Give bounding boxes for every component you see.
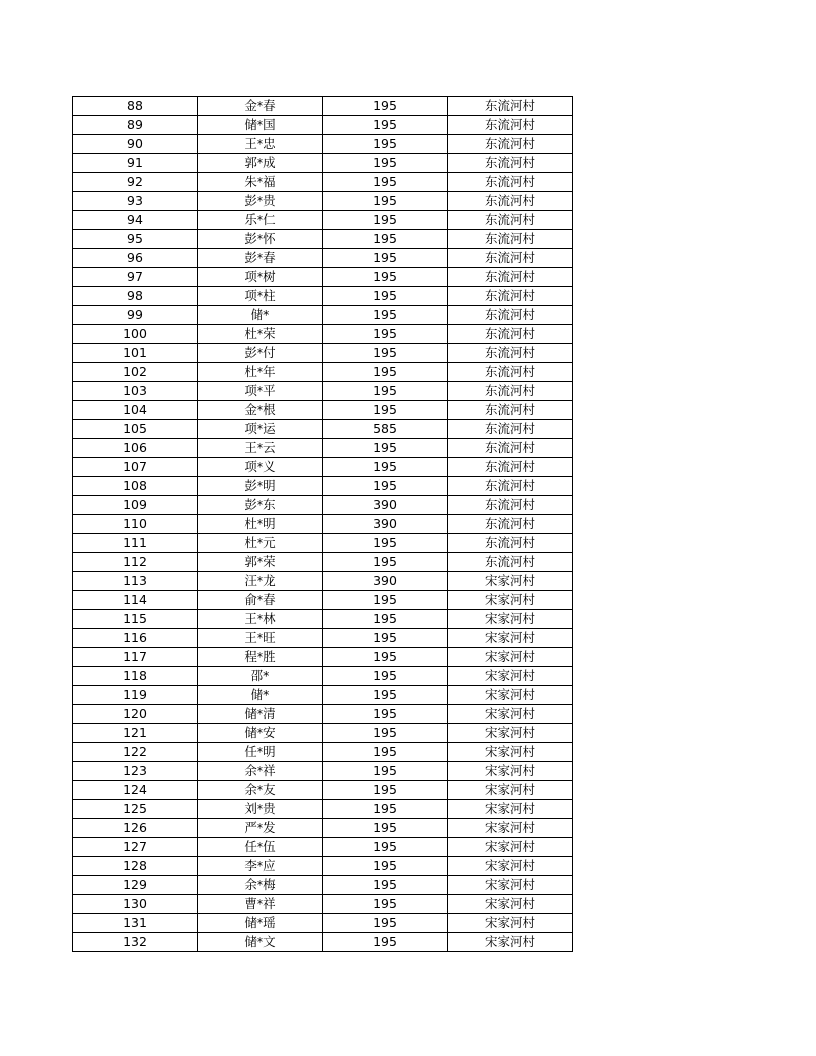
name-cell: 李*应 bbox=[198, 857, 323, 876]
amount-cell: 195 bbox=[323, 249, 448, 268]
name-cell: 杜*元 bbox=[198, 534, 323, 553]
amount-cell: 195 bbox=[323, 800, 448, 819]
table-row bbox=[73, 629, 573, 648]
village-cell: 东流河村 bbox=[448, 363, 573, 382]
name-cell: 彭*东 bbox=[198, 496, 323, 515]
village-cell: 宋家河村 bbox=[448, 838, 573, 857]
village-cell: 宋家河村 bbox=[448, 857, 573, 876]
village-cell: 宋家河村 bbox=[448, 914, 573, 933]
village-cell: 宋家河村 bbox=[448, 629, 573, 648]
name-cell: 王*旺 bbox=[198, 629, 323, 648]
table-row bbox=[73, 914, 573, 933]
table-row bbox=[73, 211, 573, 230]
village-cell: 东流河村 bbox=[448, 515, 573, 534]
row-number-cell: 118 bbox=[73, 667, 198, 686]
name-cell: 储* bbox=[198, 306, 323, 325]
name-cell: 彭*春 bbox=[198, 249, 323, 268]
amount-cell: 195 bbox=[323, 211, 448, 230]
village-cell: 宋家河村 bbox=[448, 800, 573, 819]
amount-cell: 195 bbox=[323, 306, 448, 325]
table-row bbox=[73, 876, 573, 895]
name-cell: 汪*龙 bbox=[198, 572, 323, 591]
village-cell: 东流河村 bbox=[448, 344, 573, 363]
row-number-cell: 112 bbox=[73, 553, 198, 572]
name-cell: 彭*付 bbox=[198, 344, 323, 363]
table-row bbox=[73, 895, 573, 914]
name-cell: 项*运 bbox=[198, 420, 323, 439]
village-cell: 东流河村 bbox=[448, 382, 573, 401]
village-cell: 宋家河村 bbox=[448, 781, 573, 800]
table-row bbox=[73, 135, 573, 154]
amount-cell: 195 bbox=[323, 154, 448, 173]
village-cell: 东流河村 bbox=[448, 306, 573, 325]
village-cell: 宋家河村 bbox=[448, 724, 573, 743]
village-cell: 东流河村 bbox=[448, 116, 573, 135]
amount-cell: 195 bbox=[323, 667, 448, 686]
village-cell: 东流河村 bbox=[448, 230, 573, 249]
name-cell: 邵* bbox=[198, 667, 323, 686]
amount-cell: 195 bbox=[323, 610, 448, 629]
amount-cell: 195 bbox=[323, 591, 448, 610]
data-table bbox=[72, 96, 573, 952]
row-number-cell: 116 bbox=[73, 629, 198, 648]
name-cell: 项*柱 bbox=[198, 287, 323, 306]
village-cell: 东流河村 bbox=[448, 325, 573, 344]
row-number-cell: 111 bbox=[73, 534, 198, 553]
table-row bbox=[73, 230, 573, 249]
row-number-cell: 125 bbox=[73, 800, 198, 819]
name-cell: 项*树 bbox=[198, 268, 323, 287]
village-cell: 东流河村 bbox=[448, 173, 573, 192]
amount-cell: 390 bbox=[323, 496, 448, 515]
row-number-cell: 92 bbox=[73, 173, 198, 192]
amount-cell: 195 bbox=[323, 629, 448, 648]
table-row bbox=[73, 116, 573, 135]
row-number-cell: 89 bbox=[73, 116, 198, 135]
amount-cell: 195 bbox=[323, 743, 448, 762]
village-cell: 东流河村 bbox=[448, 401, 573, 420]
row-number-cell: 95 bbox=[73, 230, 198, 249]
amount-cell: 195 bbox=[323, 116, 448, 135]
table-row bbox=[73, 496, 573, 515]
name-cell: 储*文 bbox=[198, 933, 323, 952]
amount-cell: 195 bbox=[323, 401, 448, 420]
amount-cell: 195 bbox=[323, 458, 448, 477]
village-cell: 东流河村 bbox=[448, 287, 573, 306]
amount-cell: 195 bbox=[323, 173, 448, 192]
village-cell: 东流河村 bbox=[448, 192, 573, 211]
name-cell: 刘*贵 bbox=[198, 800, 323, 819]
row-number-cell: 115 bbox=[73, 610, 198, 629]
row-number-cell: 91 bbox=[73, 154, 198, 173]
amount-cell: 195 bbox=[323, 724, 448, 743]
table-row bbox=[73, 439, 573, 458]
name-cell: 金*根 bbox=[198, 401, 323, 420]
table-row bbox=[73, 610, 573, 629]
table-row bbox=[73, 705, 573, 724]
amount-cell: 390 bbox=[323, 515, 448, 534]
table-row bbox=[73, 515, 573, 534]
amount-cell: 195 bbox=[323, 762, 448, 781]
table-row bbox=[73, 838, 573, 857]
row-number-cell: 88 bbox=[73, 97, 198, 116]
row-number-cell: 96 bbox=[73, 249, 198, 268]
amount-cell: 195 bbox=[323, 382, 448, 401]
name-cell: 余*祥 bbox=[198, 762, 323, 781]
amount-cell: 195 bbox=[323, 838, 448, 857]
village-cell: 宋家河村 bbox=[448, 876, 573, 895]
row-number-cell: 109 bbox=[73, 496, 198, 515]
table-row bbox=[73, 97, 573, 116]
table-row bbox=[73, 534, 573, 553]
row-number-cell: 122 bbox=[73, 743, 198, 762]
amount-cell: 195 bbox=[323, 648, 448, 667]
amount-cell: 195 bbox=[323, 325, 448, 344]
table-row bbox=[73, 762, 573, 781]
row-number-cell: 120 bbox=[73, 705, 198, 724]
table-row bbox=[73, 192, 573, 211]
name-cell: 严*发 bbox=[198, 819, 323, 838]
name-cell: 杜*年 bbox=[198, 363, 323, 382]
row-number-cell: 102 bbox=[73, 363, 198, 382]
amount-cell: 195 bbox=[323, 439, 448, 458]
amount-cell: 195 bbox=[323, 192, 448, 211]
village-cell: 宋家河村 bbox=[448, 895, 573, 914]
village-cell: 东流河村 bbox=[448, 477, 573, 496]
table-row bbox=[73, 857, 573, 876]
village-cell: 东流河村 bbox=[448, 154, 573, 173]
table-row bbox=[73, 553, 573, 572]
row-number-cell: 119 bbox=[73, 686, 198, 705]
row-number-cell: 103 bbox=[73, 382, 198, 401]
name-cell: 程*胜 bbox=[198, 648, 323, 667]
amount-cell: 195 bbox=[323, 268, 448, 287]
name-cell: 王*忠 bbox=[198, 135, 323, 154]
table-row bbox=[73, 933, 573, 952]
table-row bbox=[73, 819, 573, 838]
name-cell: 储* bbox=[198, 686, 323, 705]
row-number-cell: 104 bbox=[73, 401, 198, 420]
amount-cell: 195 bbox=[323, 933, 448, 952]
amount-cell: 195 bbox=[323, 230, 448, 249]
table-row bbox=[73, 154, 573, 173]
name-cell: 任*明 bbox=[198, 743, 323, 762]
row-number-cell: 129 bbox=[73, 876, 198, 895]
name-cell: 储*安 bbox=[198, 724, 323, 743]
amount-cell: 195 bbox=[323, 857, 448, 876]
amount-cell: 195 bbox=[323, 819, 448, 838]
row-number-cell: 130 bbox=[73, 895, 198, 914]
village-cell: 东流河村 bbox=[448, 420, 573, 439]
amount-cell: 195 bbox=[323, 686, 448, 705]
name-cell: 彭*明 bbox=[198, 477, 323, 496]
row-number-cell: 100 bbox=[73, 325, 198, 344]
village-cell: 宋家河村 bbox=[448, 762, 573, 781]
row-number-cell: 124 bbox=[73, 781, 198, 800]
amount-cell: 195 bbox=[323, 534, 448, 553]
village-cell: 宋家河村 bbox=[448, 933, 573, 952]
village-cell: 东流河村 bbox=[448, 211, 573, 230]
table-row bbox=[73, 800, 573, 819]
table-row bbox=[73, 344, 573, 363]
village-cell: 东流河村 bbox=[448, 553, 573, 572]
row-number-cell: 117 bbox=[73, 648, 198, 667]
table-row bbox=[73, 173, 573, 192]
name-cell: 储*国 bbox=[198, 116, 323, 135]
row-number-cell: 93 bbox=[73, 192, 198, 211]
table-row bbox=[73, 363, 573, 382]
name-cell: 郭*荣 bbox=[198, 553, 323, 572]
row-number-cell: 110 bbox=[73, 515, 198, 534]
row-number-cell: 132 bbox=[73, 933, 198, 952]
amount-cell: 585 bbox=[323, 420, 448, 439]
name-cell: 储*瑶 bbox=[198, 914, 323, 933]
table-row bbox=[73, 382, 573, 401]
row-number-cell: 108 bbox=[73, 477, 198, 496]
row-number-cell: 113 bbox=[73, 572, 198, 591]
village-cell: 宋家河村 bbox=[448, 686, 573, 705]
village-cell: 东流河村 bbox=[448, 135, 573, 154]
table-row bbox=[73, 268, 573, 287]
table-row bbox=[73, 458, 573, 477]
name-cell: 杜*荣 bbox=[198, 325, 323, 344]
table-body bbox=[73, 97, 573, 952]
row-number-cell: 99 bbox=[73, 306, 198, 325]
row-number-cell: 127 bbox=[73, 838, 198, 857]
table-row bbox=[73, 686, 573, 705]
table-row bbox=[73, 743, 573, 762]
row-number-cell: 131 bbox=[73, 914, 198, 933]
village-cell: 东流河村 bbox=[448, 439, 573, 458]
name-cell: 俞*春 bbox=[198, 591, 323, 610]
amount-cell: 195 bbox=[323, 705, 448, 724]
table-row bbox=[73, 249, 573, 268]
row-number-cell: 128 bbox=[73, 857, 198, 876]
amount-cell: 195 bbox=[323, 876, 448, 895]
name-cell: 彭*贵 bbox=[198, 192, 323, 211]
village-cell: 宋家河村 bbox=[448, 572, 573, 591]
amount-cell: 195 bbox=[323, 895, 448, 914]
name-cell: 郭*成 bbox=[198, 154, 323, 173]
table-row bbox=[73, 401, 573, 420]
village-cell: 宋家河村 bbox=[448, 819, 573, 838]
village-cell: 东流河村 bbox=[448, 268, 573, 287]
village-cell: 东流河村 bbox=[448, 496, 573, 515]
row-number-cell: 94 bbox=[73, 211, 198, 230]
row-number-cell: 105 bbox=[73, 420, 198, 439]
name-cell: 王*林 bbox=[198, 610, 323, 629]
row-number-cell: 121 bbox=[73, 724, 198, 743]
row-number-cell: 101 bbox=[73, 344, 198, 363]
name-cell: 彭*怀 bbox=[198, 230, 323, 249]
name-cell: 项*义 bbox=[198, 458, 323, 477]
table-row bbox=[73, 287, 573, 306]
table-row bbox=[73, 667, 573, 686]
amount-cell: 195 bbox=[323, 287, 448, 306]
name-cell: 乐*仁 bbox=[198, 211, 323, 230]
village-cell: 东流河村 bbox=[448, 458, 573, 477]
table-row bbox=[73, 591, 573, 610]
name-cell: 金*春 bbox=[198, 97, 323, 116]
village-cell: 宋家河村 bbox=[448, 591, 573, 610]
village-cell: 宋家河村 bbox=[448, 667, 573, 686]
row-number-cell: 107 bbox=[73, 458, 198, 477]
amount-cell: 195 bbox=[323, 914, 448, 933]
amount-cell: 390 bbox=[323, 572, 448, 591]
row-number-cell: 106 bbox=[73, 439, 198, 458]
table-row bbox=[73, 477, 573, 496]
table-row bbox=[73, 306, 573, 325]
name-cell: 储*清 bbox=[198, 705, 323, 724]
table-row bbox=[73, 724, 573, 743]
row-number-cell: 114 bbox=[73, 591, 198, 610]
amount-cell: 195 bbox=[323, 135, 448, 154]
table-row bbox=[73, 325, 573, 344]
amount-cell: 195 bbox=[323, 553, 448, 572]
village-cell: 宋家河村 bbox=[448, 705, 573, 724]
name-cell: 任*伍 bbox=[198, 838, 323, 857]
village-cell: 宋家河村 bbox=[448, 743, 573, 762]
row-number-cell: 97 bbox=[73, 268, 198, 287]
amount-cell: 195 bbox=[323, 781, 448, 800]
row-number-cell: 90 bbox=[73, 135, 198, 154]
row-number-cell: 123 bbox=[73, 762, 198, 781]
row-number-cell: 126 bbox=[73, 819, 198, 838]
name-cell: 余*友 bbox=[198, 781, 323, 800]
amount-cell: 195 bbox=[323, 344, 448, 363]
name-cell: 余*梅 bbox=[198, 876, 323, 895]
table-row bbox=[73, 781, 573, 800]
name-cell: 曹*祥 bbox=[198, 895, 323, 914]
table-row bbox=[73, 420, 573, 439]
name-cell: 项*平 bbox=[198, 382, 323, 401]
row-number-cell: 98 bbox=[73, 287, 198, 306]
village-cell: 东流河村 bbox=[448, 534, 573, 553]
village-cell: 宋家河村 bbox=[448, 648, 573, 667]
table-row bbox=[73, 648, 573, 667]
amount-cell: 195 bbox=[323, 477, 448, 496]
village-cell: 东流河村 bbox=[448, 249, 573, 268]
village-cell: 东流河村 bbox=[448, 97, 573, 116]
name-cell: 王*云 bbox=[198, 439, 323, 458]
amount-cell: 195 bbox=[323, 97, 448, 116]
table-row bbox=[73, 572, 573, 591]
village-cell: 宋家河村 bbox=[448, 610, 573, 629]
name-cell: 杜*明 bbox=[198, 515, 323, 534]
amount-cell: 195 bbox=[323, 363, 448, 382]
name-cell: 朱*福 bbox=[198, 173, 323, 192]
